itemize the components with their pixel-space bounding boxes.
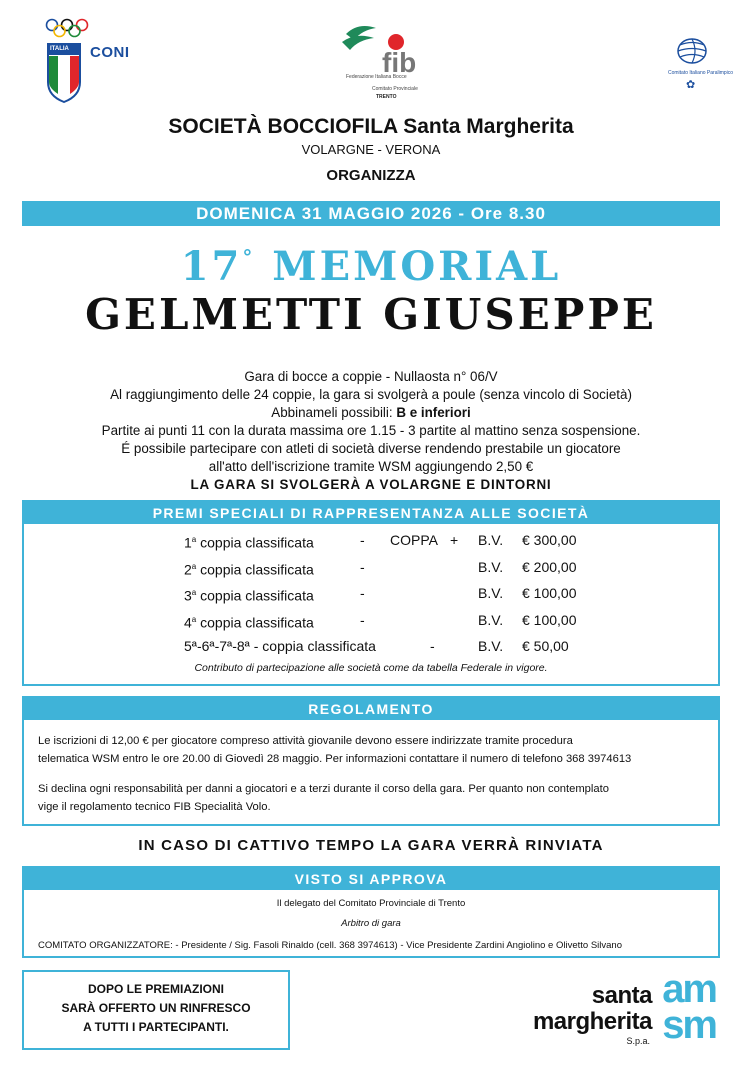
regolamento-box <box>22 696 720 826</box>
prize-position-label: coppia classificata <box>196 534 314 551</box>
regolamento-p2-line-1: Si declina ogni responsabilità per danni a giocatori e a terzi durante il corso della gara. Per quanto non contemplato <box>38 783 609 795</box>
desc-location-line: LA GARA SI SVOLGERÀ A VOLARGNE E DINTORNI <box>190 477 552 492</box>
regolamento-p2-line-2: vige il regolamento tecnico FIB Specialità Volo. <box>38 801 271 813</box>
fib-logo <box>332 22 442 102</box>
prize-position-number: 2 <box>184 561 192 578</box>
prize-position <box>184 636 376 656</box>
prize-position <box>184 610 314 633</box>
memorial-title <box>0 243 742 290</box>
cip-label: Comitato Italiano Paralimpico <box>668 70 734 76</box>
coni-label: CONI <box>90 44 130 61</box>
prize-position-number: 5ª-6ª-7ª-8ª <box>184 638 250 654</box>
regolamento-p1-line-1: Le iscrizioni di 12,00 € per giocatore compreso attività giovanile devono essere indirizzate tramite procedura <box>38 735 573 747</box>
prizes-box <box>22 500 720 686</box>
prize-position-label: coppia classificata <box>196 587 314 604</box>
visto-heading: VISTO SI APPROVA <box>24 868 718 890</box>
organizing-committee: COMITATO ORGANIZZATORE: - Presidente / Sig. Fasoli Rinaldo (cell. 368 3974613) - Vice Presidente Zardini Angiolino e Olivetto Silvano <box>38 940 622 951</box>
club-place: VOLARGNE - VERONA <box>301 142 441 157</box>
prize-position-suffix: a <box>191 588 197 597</box>
prize-amount: € 300,00 <box>522 532 577 548</box>
fib-federation-label: Federazione Italiana Bocce <box>346 74 407 80</box>
fib-city-label: TRENTO <box>376 94 397 100</box>
prize-extra: COPPA <box>390 532 438 548</box>
desc-line-3-prefix: Abbinameli possibili: <box>271 405 397 420</box>
prize-position-suffix: a <box>191 614 197 624</box>
regolamento-paragraph-2 <box>38 780 708 816</box>
prize-dash: - <box>360 558 365 575</box>
bad-weather-notice: IN CASO DI CATTIVO TEMPO LA GARA VERRÀ RINVIATA <box>138 837 604 854</box>
prize-amount: € 200,00 <box>522 558 577 575</box>
paralympic-agitos-icon: ✿ <box>686 79 696 91</box>
refreshment-line-2: SARÀ OFFERTO UN RINFRESCO <box>61 1001 251 1015</box>
prizes-heading: PREMI SPECIALI DI RAPPRESENTANZA ALLE SOCIETÀ <box>24 502 718 524</box>
refreshment-line-1: DOPO LE PREMIAZIONI <box>87 982 224 996</box>
amsm-logo-sm: sm <box>662 1003 716 1047</box>
cip-logo <box>668 36 734 96</box>
prize-position-number: 1 <box>184 534 192 551</box>
prize-position-label: - coppia classificata <box>249 638 376 654</box>
santa-margherita-logo <box>530 967 730 1050</box>
desc-line-2: Al raggiungimento delle 24 coppie, la gara si svolgerà a poule (senza vincolo di Società) <box>110 387 632 402</box>
prize-amount: € 100,00 <box>522 611 577 628</box>
olympic-rings-icon <box>44 18 90 40</box>
visto-delegate: Il delegato del Comitato Provinciale di Trento <box>276 898 466 909</box>
prize-dash: - <box>360 532 365 548</box>
prize-position <box>184 583 314 606</box>
sm-logo-spa: S.p.a. <box>626 1036 650 1046</box>
desc-line-1: Gara di bocce a coppie - Nullaosta n° 06/V <box>244 369 498 384</box>
prize-bv: B.V. <box>478 638 504 654</box>
fib-bocce-icon <box>332 22 436 80</box>
prize-amount: € 100,00 <box>522 585 577 601</box>
club-name: SOCIETÀ BOCCIOFILA Santa Margherita <box>168 115 574 138</box>
event-date-bar: DOMENICA 31 MAGGIO 2026 - Ore 8.30 <box>22 201 720 226</box>
prizes-note: Contributo di partecipazione alle società come da tabella Federale in vigore. <box>194 662 548 674</box>
prize-position-number: 3 <box>184 587 192 604</box>
prize-position-label: coppia classificata <box>196 561 314 578</box>
prize-bv: B.V. <box>478 532 504 548</box>
regolamento-p1-line-2: telematica WSM entro le ore 20.00 di Giovedì 28 maggio. Per informazioni contattare il numero di telefono 368 3974613 <box>38 753 632 765</box>
visto-box <box>22 866 720 958</box>
desc-line-5: É possibile partecipare con atleti di società diverse rendendo prestabile un giocatore <box>121 441 621 456</box>
coni-logo <box>44 18 154 98</box>
visto-referee: Arbitro di gara <box>341 918 401 929</box>
italia-label: ITALIA <box>50 46 69 52</box>
regolamento-paragraph-1 <box>38 732 708 768</box>
organizza-label: ORGANIZZA <box>326 167 416 184</box>
amsm-logo-am: am <box>662 967 716 1011</box>
sm-logo-santa: santa <box>591 982 652 1009</box>
desc-line-6: all'atto dell'iscrizione tramite WSM aggiungendo 2,50 € <box>208 459 534 474</box>
honoree-name: GELMETTI GIUSEPPE <box>85 290 657 339</box>
prize-position-suffix: a <box>191 535 197 544</box>
memorial-number: 17 <box>180 243 243 290</box>
prize-position-number: 4 <box>184 614 192 631</box>
event-description <box>0 368 742 494</box>
memorial-degree: ° <box>242 245 256 269</box>
desc-line-3 <box>0 404 742 422</box>
refreshment-box <box>22 970 290 1050</box>
desc-line-3-bold: B e inferiori <box>396 405 471 420</box>
prize-amount: € 50,00 <box>522 638 569 654</box>
memorial-word: MEMORIAL <box>272 243 562 290</box>
prize-bv: B.V. <box>478 585 504 601</box>
prize-dash: - <box>360 585 365 601</box>
prize-position-suffix: a <box>191 561 197 571</box>
refreshment-line-3: A TUTTI I PARTECIPANTI. <box>83 1020 229 1034</box>
fib-committee-label: Comitato Provinciale <box>372 86 418 92</box>
prize-position <box>184 557 314 580</box>
prize-position <box>184 530 314 553</box>
prize-dash: - <box>360 611 365 628</box>
svg-text:fib: fib <box>382 47 417 78</box>
regolamento-heading: REGOLAMENTO <box>24 698 718 720</box>
prize-bv: B.V. <box>478 558 504 575</box>
sm-logo-margherita: margherita <box>532 1008 652 1035</box>
prize-bv: B.V. <box>478 611 504 628</box>
cip-globe-icon <box>672 36 712 66</box>
prize-position-label: coppia classificata <box>196 614 314 631</box>
prize-dash: - <box>430 638 435 654</box>
desc-line-4: Partite ai punti 11 con la durata massima ore 1.15 - 3 partite al mattino senza sospensione. <box>101 423 641 438</box>
prize-plus: + <box>450 532 459 548</box>
